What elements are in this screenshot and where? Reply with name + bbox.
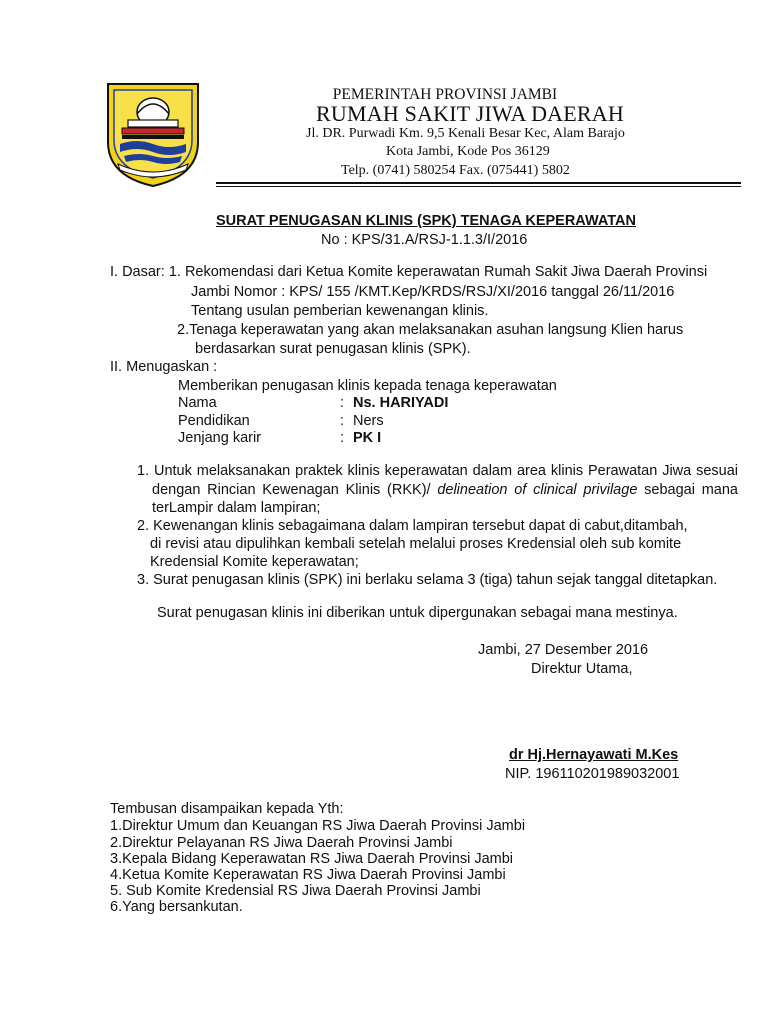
signer-name: dr Hj.Hernayawati M.Kes <box>509 747 679 763</box>
cc-item: 4.Ketua Komite Keperawatan RS Jiwa Daerah Provinsi Jambi <box>110 867 506 883</box>
dasar-line2: Jambi Nomor : KPS/ 155 /KMT.Kep/KRDS/RSJ/XI/2016 tanggal 26/11/2016 <box>191 284 675 300</box>
field-colon: : <box>340 430 345 446</box>
field-value-jenjang: PK I <box>353 430 382 446</box>
hospital-name: RUMAH SAKIT JIWA DAERAH <box>316 101 624 126</box>
point2-line1: 2. Kewenangan klinis sebagaimana dalam lampiran tersebut dapat di cabut,ditambah, <box>137 518 688 534</box>
dasar-line5: berdasarkan surat penugasan klinis (SPK). <box>195 341 471 357</box>
field-colon: : <box>340 395 345 411</box>
field-key-jenjang: Jenjang karir <box>178 430 262 446</box>
place-date: Jambi, 27 Desember 2016 <box>478 642 649 658</box>
provincial-emblem-logo <box>104 80 202 188</box>
dasar-line3: Tentang usulan pemberian kewenangan klinis. <box>191 303 489 319</box>
field-value-nama: Ns. HARIYADI <box>353 395 449 411</box>
cc-item: 1.Direktur Umum dan Keuangan RS Jiwa Daerah Provinsi Jambi <box>110 818 526 834</box>
field-value-pendidikan: Ners <box>353 413 384 429</box>
point2-line2: di revisi atau dipulihkan kembali setelah melalui proses Kredensial oleh sub komite <box>150 536 682 552</box>
cc-item: 2.Direktur Pelayanan RS Jiwa Daerah Provinsi Jambi <box>110 835 453 851</box>
cc-heading: Tembusan disampaikan kepada Yth: <box>110 801 344 817</box>
menugaskan-intro: Memberikan penugasan klinis kepada tenaga keperawatan <box>178 378 557 394</box>
dasar-line4: 2.Tenaga keperawatan yang akan melaksanakan asuhan langsung Klien harus <box>177 322 684 338</box>
address-line2: Kota Jambi, Kode Pos 36129 <box>386 144 550 159</box>
letterhead-rule-thin <box>216 186 741 187</box>
field-key-pendidikan: Pendidikan <box>178 413 250 429</box>
address-line1: Jl. DR. Purwadi Km. 9,5 Kenali Besar Kec, Alam Barajo <box>306 126 625 141</box>
cc-item: 3.Kepala Bidang Keperawatan RS Jiwa Daerah Provinsi Jambi <box>110 851 513 867</box>
government-name: PEMERINTAH PROVINSI JAMBI <box>332 86 558 103</box>
closing-statement: Surat penugasan klinis ini diberikan untuk dipergunakan sebagai mana mestinya. <box>157 605 678 621</box>
cc-item: 6.Yang bersankutan. <box>110 899 243 915</box>
point1-line2: dengan Rincian Kewenagan Klinis (RKK)/ delineation of clinical privilage sebagai mana <box>152 482 738 498</box>
point3: 3. Surat penugasan klinis (SPK) ini berlaku selama 3 (tiga) tahun sejak tanggal ditetapkan. <box>137 572 718 588</box>
signer-nip: NIP. 196110201989032001 <box>505 766 680 782</box>
cc-item: 5. Sub Komite Kredensial RS Jiwa Daerah Provinsi Jambi <box>110 883 481 899</box>
document-number: No : KPS/31.A/RSJ-1.1.3/I/2016 <box>321 232 528 248</box>
point1-line1: 1. Untuk melaksanakan praktek klinis keperawatan dalam area klinis Perawatan Jiwa sesuai <box>137 463 738 479</box>
dasar-line1: I. Dasar: 1. Rekomendasi dari Ketua Komite keperawatan Rumah Sakit Jiwa Daerah Provinsi <box>110 264 708 280</box>
menugaskan-label: II. Menugaskan : <box>110 359 218 375</box>
field-key-nama: Nama <box>178 395 217 411</box>
phone-fax: Telp. (0741) 580254 Fax. (075441) 5802 <box>341 163 570 178</box>
field-colon: : <box>340 413 345 429</box>
point1-line3: terLampir dalam lampiran; <box>152 500 321 516</box>
signer-position: Direktur Utama, <box>531 661 633 677</box>
letterhead-rule-thick <box>216 182 741 184</box>
point2-line3: Kredensial Komite keperawatan; <box>150 554 359 570</box>
document-title: SURAT PENUGASAN KLINIS (SPK) TENAGA KEPERAWATAN <box>216 213 636 229</box>
